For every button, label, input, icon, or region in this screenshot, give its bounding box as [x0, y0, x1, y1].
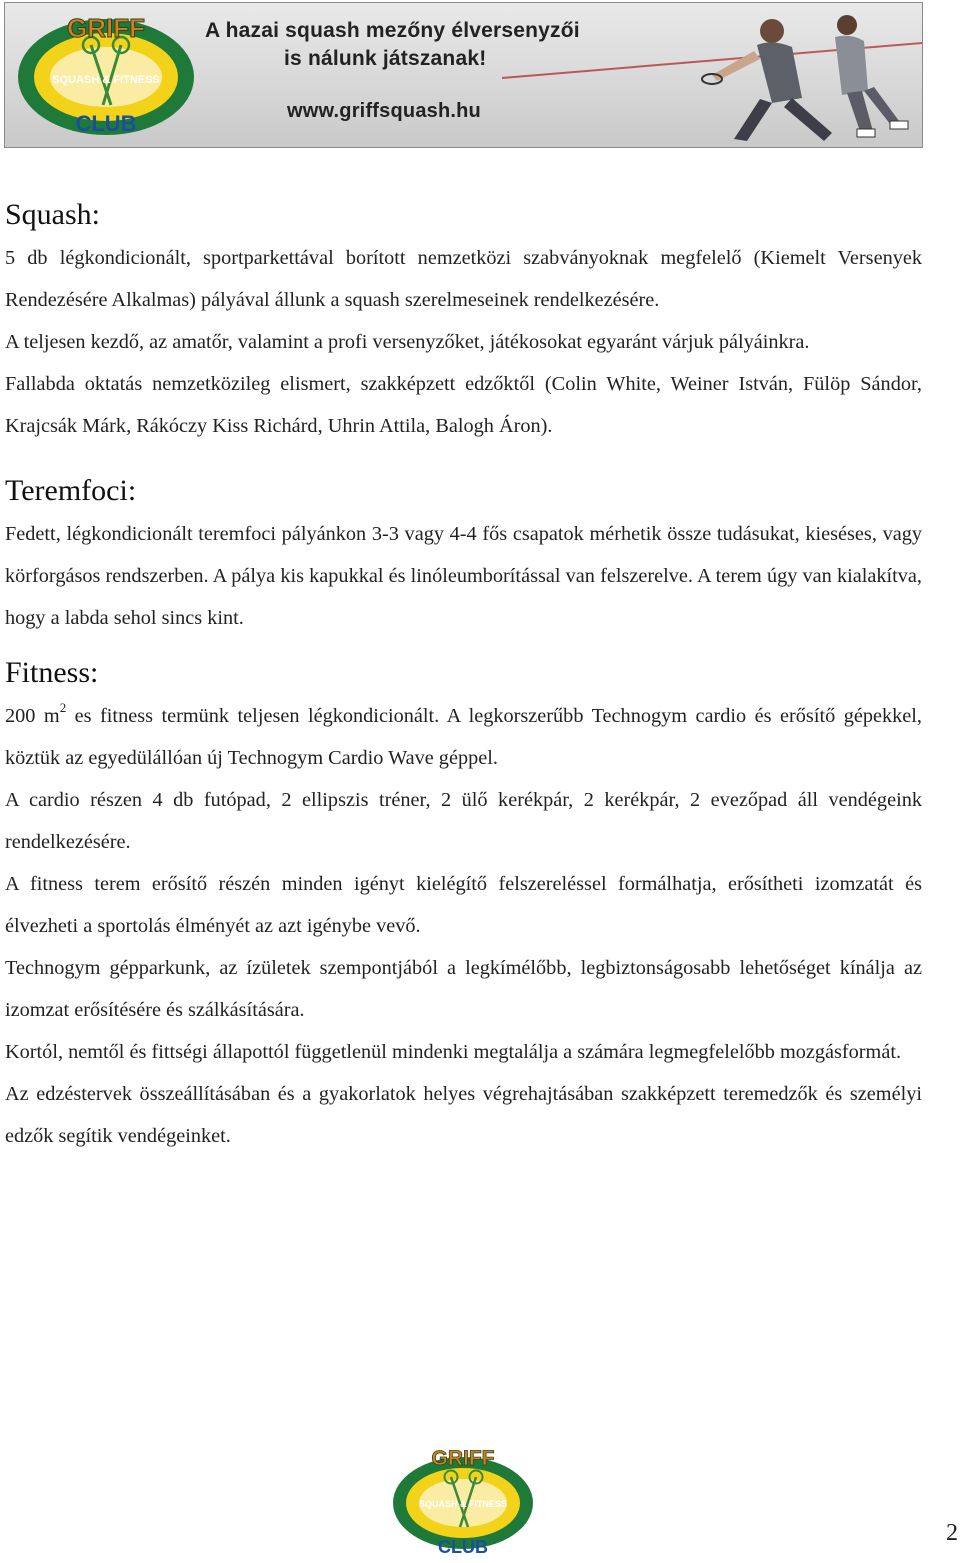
footer-logo-word-bottom: CLUB: [438, 1537, 488, 1557]
fitness-paragraph: A cardio részen 4 db futópad, 2 ellipszis tréner, 2 ülő kerékpár, 2 kerékpár, 2 evezőpad áll vendégeink rendelkezésére.: [5, 789, 922, 853]
banner-headline-line2: is nálunk játszanak!: [284, 47, 487, 70]
fitness-intro-paragraph: [5, 695, 922, 779]
banner-url: www.griffsquash.hu: [287, 100, 481, 122]
section-heading-teremfoci: Teremfoci:: [5, 474, 137, 507]
squash-paragraph: Fallabda oktatás nemzetközileg elismert, szakképzett edzőktől (Colin White, Weiner István, Fülöp Sándor, Krajcsák Márk, Rákóczy Kiss Richárd, Uhrin Attila, Balogh Áron).: [5, 373, 922, 437]
fitness-area-superscript: 2: [59, 700, 67, 716]
fitness-paragraph: Kortól, nemtől és fittségi állapottól függetlenül mindenki megtalálja a számára legmegfelelőbb mozgásformát.: [5, 1041, 902, 1063]
fitness-paragraph: Technogym gépparkunk, az ízületek szempontjából a legkímélőbb, legbiztonságosabb lehetőséget kínálja az izomzat erősítésére és szálkásítására.: [5, 957, 922, 1021]
logo-ring-text: SQUASH & FITNESS: [52, 74, 160, 86]
header-banner: [4, 2, 923, 148]
griff-footer-logo: [388, 1441, 538, 1561]
fitness-area-value: 200 m: [5, 705, 60, 727]
griff-logo: [11, 5, 201, 145]
logo-word-top: GRIFF: [67, 13, 145, 43]
squash-paragraph: A teljesen kezdő, az amatőr, valamint a profi versenyzőket, játékosokat egyaránt várjuk pályáinkra.: [5, 331, 810, 353]
main-content: [5, 193, 922, 1157]
logo-word-bottom: CLUB: [75, 111, 137, 136]
fitness-paragraph: A fitness terem erősítő részén minden igényt kielégítő felszereléssel formálhatja, erősítheti izomzatát és élvezheti a sportolás élményét az azt igénybe vevő.: [5, 873, 922, 937]
fitness-intro-text: es fitness termünk teljesen légkondicionált. A legkorszerűbb Technogym cardio és erősítő gépekkel, köztük az egyedülállóan új Technogym Cardio Wave géppel.: [5, 705, 922, 769]
banner-headline-line1: A hazai squash mezőny élversenyzői: [205, 19, 580, 42]
section-heading-squash: Squash:: [5, 198, 101, 231]
squash-paragraph: 5 db légkondicionált, sportparkettával borított nemzetközi szabványoknak megfelelő (Kiemelt Versenyek Rendezésére Alkalmas) pályával állunk a squash szerelmeseinek rendelkezésére.: [5, 247, 922, 311]
teremfoci-paragraph: Fedett, légkondicionált teremfoci pályánkon 3-3 vagy 4-4 fős csapatok mérhetik össze tudásukat, kieséses, vagy körforgásos rendszerben. A pálya kis kapukkal és linóleumborítással van felszerelve. A terem úgy van kialakítva, hogy a labda sehol sincs kint.: [5, 523, 922, 629]
page-number: 2: [946, 1520, 958, 1546]
fitness-paragraph: Az edzéstervek összeállításában és a gyakorlatok helyes végrehajtásában szakképzett teremedzők és személyi edzők segítik vendégeinket.: [5, 1083, 922, 1147]
squash-players-photo: [502, 3, 922, 147]
section-heading-fitness: Fitness:: [5, 656, 99, 689]
footer-logo-ring-text: SQUASH & FITNESS: [418, 1499, 508, 1509]
footer-logo-word-top: GRIFF: [431, 1447, 495, 1470]
